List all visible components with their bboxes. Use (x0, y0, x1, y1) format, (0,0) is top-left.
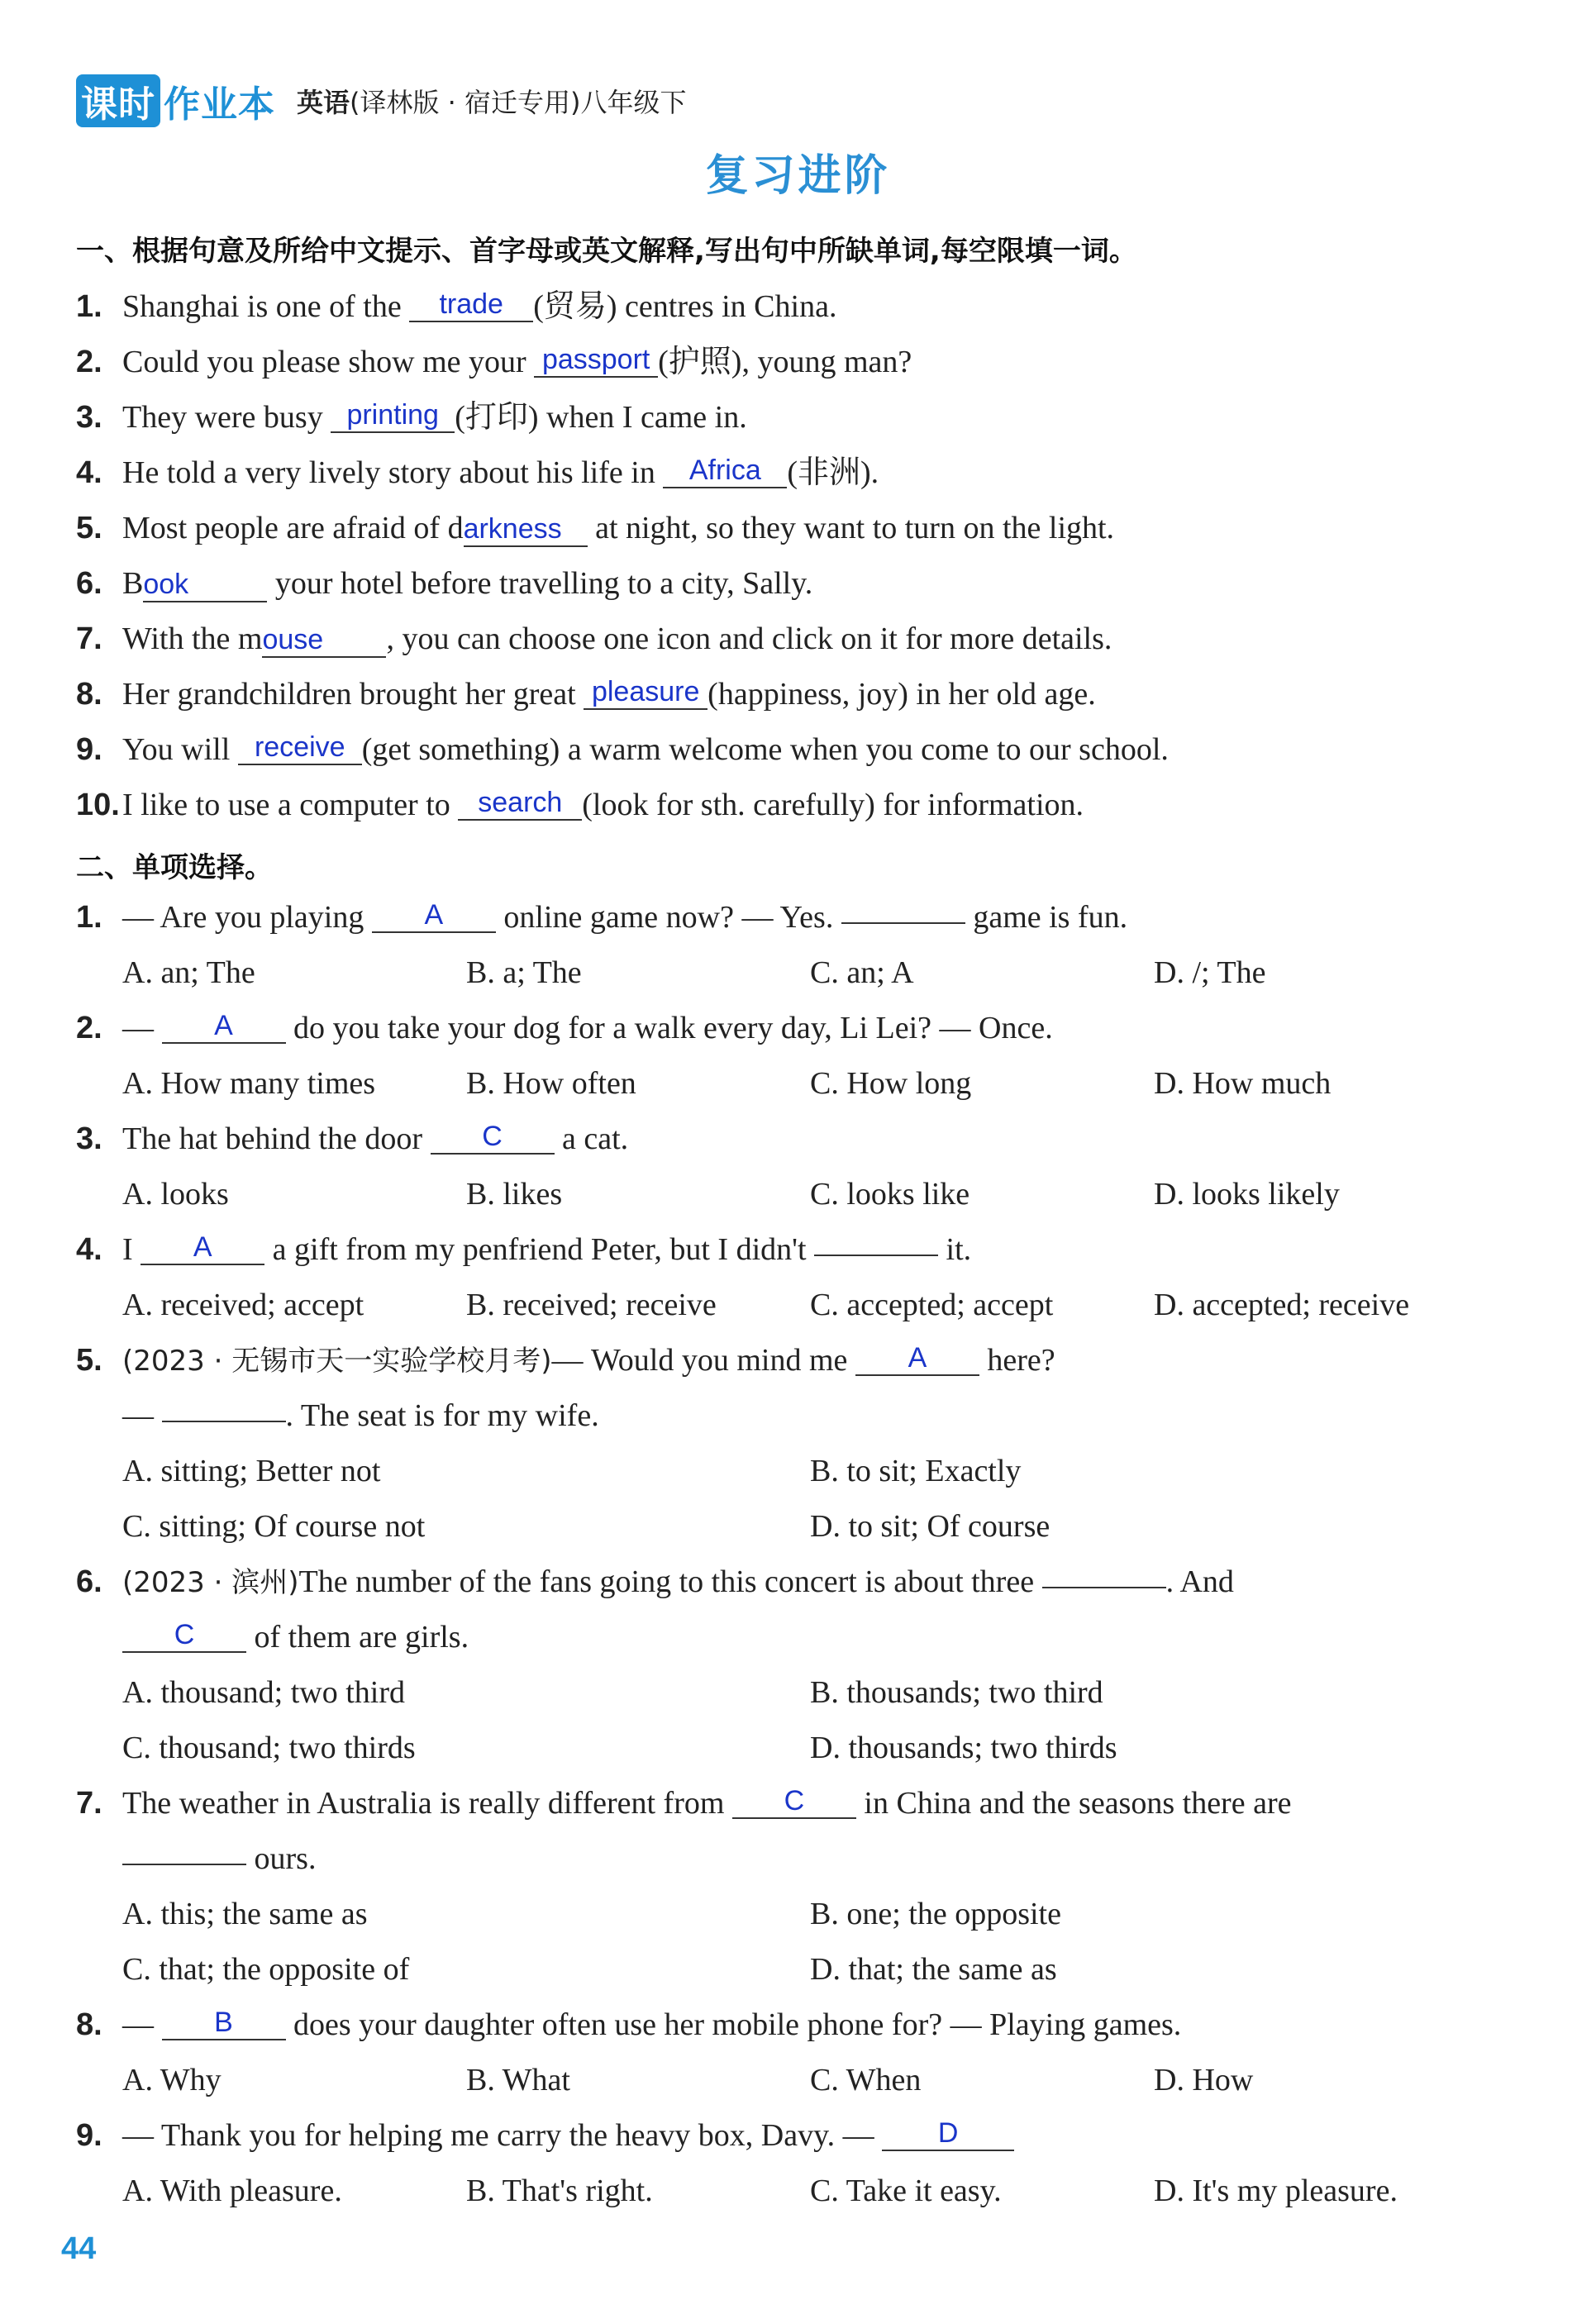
mc-question-2: 2. — A do you take your dog for a walk every day, Li Lei? — Once. (76, 1010, 1053, 1045)
answer-blank[interactable]: B (162, 2006, 286, 2040)
answer-blank-2[interactable] (814, 1255, 938, 1256)
option-c[interactable]: C. Take it easy. (810, 2174, 1002, 2208)
answer-blank[interactable]: pleasure (584, 675, 707, 710)
mc-question-8: 8. — B does your daughter often use her mobile phone for? — Playing games. (76, 2007, 1182, 2042)
option-d[interactable]: D. to sit; Of course (810, 1509, 1051, 1544)
fill-item-4: 4. He told a very lively story about his life in Africa (非洲). (76, 455, 879, 490)
answer-blank[interactable]: Africa (663, 454, 787, 488)
option-d[interactable]: D. that; the same as (810, 1952, 1057, 1987)
option-c[interactable]: C. looks like (810, 1177, 970, 1212)
question-source: (2023 · 滨州) (122, 1566, 299, 1599)
section-2-title: 二、单项选择。 (76, 851, 273, 884)
option-a[interactable]: A. looks (122, 1177, 229, 1212)
answer-blank[interactable]: C (431, 1120, 555, 1155)
answer-blank[interactable]: passport (534, 343, 658, 378)
option-c[interactable]: C. When (810, 2063, 922, 2097)
answer-blank[interactable]: printing (331, 398, 455, 433)
answer-blank[interactable]: arkness (464, 512, 588, 547)
answer-blank[interactable]: C (122, 1618, 246, 1653)
option-a[interactable]: A. an; The (122, 955, 255, 990)
answer-blank-2[interactable] (122, 1864, 246, 1865)
option-a[interactable]: A. thousand; two third (122, 1675, 405, 1710)
answer-blank-2[interactable] (841, 922, 965, 924)
fill-item-1: 1. Shanghai is one of the trade (贸易) centres in China. (76, 288, 837, 324)
option-c[interactable]: C. an; A (810, 955, 914, 990)
option-c[interactable]: C. How long (810, 1066, 972, 1101)
option-c[interactable]: C. thousand; two thirds (122, 1731, 416, 1765)
mc-question-7: 7. The weather in Australia is really different from C in China and the seasons there are (76, 1785, 1292, 1821)
fill-item-10: 10.I like to use a computer to search (look for sth. carefully) for information. (76, 787, 1084, 822)
logo (76, 74, 275, 127)
answer-blank[interactable]: A (141, 1231, 264, 1265)
option-d[interactable]: D. looks likely (1154, 1177, 1340, 1212)
option-a[interactable]: A. How many times (122, 1066, 376, 1101)
mc-question-3: 3. The hat behind the door C a cat. (76, 1121, 629, 1156)
option-c[interactable]: C. sitting; Of course not (122, 1509, 426, 1544)
answer-blank[interactable]: ouse (262, 623, 386, 658)
mc-question-6: 6. (2023 · 滨州)The number of the fans going to this concert is about three . And (76, 1564, 1234, 1599)
mc-question-9: 9. — Thank you for helping me carry the heavy box, Davy. — D (76, 2114, 1522, 2157)
answer-blank-1[interactable] (1042, 1587, 1166, 1588)
answer-blank[interactable]: search (458, 786, 582, 821)
logo-mark: 课时 (76, 74, 160, 127)
answer-blank[interactable]: D (882, 2116, 1014, 2151)
option-a[interactable]: A. this; the same as (122, 1897, 368, 1931)
fill-item-9: 9. You will receive (get something) a warm welcome when you come to our school. (76, 731, 1169, 767)
logo-text: 作业本 (164, 83, 275, 126)
option-b[interactable]: B. to sit; Exactly (810, 1454, 1022, 1488)
answer-blank[interactable]: A (162, 1009, 286, 1044)
option-c[interactable]: C. that; the opposite of (122, 1952, 410, 1987)
option-d[interactable]: D. How much (1154, 1066, 1332, 1101)
option-a[interactable]: A. Why (122, 2063, 222, 2097)
option-b[interactable]: B. What (466, 2063, 570, 2097)
answer-blank[interactable]: trade (409, 288, 533, 322)
answer-blank-2[interactable] (162, 1421, 286, 1422)
option-a[interactable]: A. received; accept (122, 1288, 364, 1322)
edition: (译林版 · 宿迁专用)八年级下 (350, 87, 687, 118)
mc-question-5-line2: — . The seat is for my wife. (122, 1398, 599, 1433)
option-d[interactable]: D. It's my pleasure. (1154, 2174, 1398, 2208)
option-b[interactable]: B. thousands; two third (810, 1675, 1103, 1710)
answer-blank[interactable]: receive (238, 731, 362, 765)
option-b[interactable]: B. How often (466, 1066, 636, 1101)
option-a[interactable]: A. With pleasure. (122, 2174, 342, 2208)
answer-blank[interactable]: A (372, 898, 496, 933)
page-number: 44 (61, 2231, 97, 2266)
answer-blank[interactable]: C (732, 1784, 856, 1819)
mc-question-4: 4. I A a gift from my penfriend Peter, but I didn't it. (76, 1231, 972, 1267)
question-source: (2023 · 无锡市天一实验学校月考) (122, 1345, 552, 1378)
section-1-title: 一、根据句意及所给中文提示、首字母或英文解释,写出句中所缺单词,每空限填一词。 (76, 235, 1137, 268)
option-d[interactable]: D. /; The (1154, 955, 1266, 990)
fill-item-7: 7. With the mouse , you can choose one icon and click on it for more details. (76, 621, 1112, 656)
option-b[interactable]: B. That's right. (466, 2174, 653, 2208)
option-b[interactable]: B. one; the opposite (810, 1897, 1061, 1931)
mc-question-5: 5. (2023 · 无锡市天一实验学校月考)— Would you mind me A here? (76, 1342, 1055, 1378)
fill-item-6: 6. Book your hotel before travelling to a city, Sally. (76, 566, 813, 601)
page-title: 复习进阶 (705, 151, 891, 201)
option-d[interactable]: D. accepted; receive (1154, 1288, 1410, 1322)
option-a[interactable]: A. sitting; Better not (122, 1454, 381, 1488)
mc-question-1: 1. — Are you playing A online game now? — Yes. game is fun. (76, 899, 1128, 935)
answer-blank[interactable]: A (855, 1341, 979, 1376)
mc-question-6-line2: C of them are girls. (122, 1616, 1569, 1659)
option-d[interactable]: D. How (1154, 2063, 1254, 2097)
fill-item-5: 5. Most people are afraid of darkness at night, so they want to turn on the light. (76, 511, 1115, 545)
option-b[interactable]: B. received; receive (466, 1288, 717, 1322)
fill-item-8: 8. Her grandchildren brought her great pleasure (happiness, joy) in her old age. (76, 676, 1096, 712)
book-title (297, 82, 687, 120)
header (76, 76, 687, 126)
option-b[interactable]: B. a; The (466, 955, 582, 990)
option-c[interactable]: C. accepted; accept (810, 1288, 1054, 1322)
fill-item-3: 3. They were busy printing (打印) when I came in. (76, 399, 747, 435)
subject: 英语 (297, 87, 350, 118)
mc-question-7-line2: ours. (122, 1837, 1569, 1880)
fill-item-2: 2. Could you please show me your passport (护照), young man? (76, 344, 912, 379)
option-d[interactable]: D. thousands; two thirds (810, 1731, 1117, 1765)
answer-blank[interactable]: ook (143, 568, 267, 602)
option-b[interactable]: B. likes (466, 1177, 563, 1212)
